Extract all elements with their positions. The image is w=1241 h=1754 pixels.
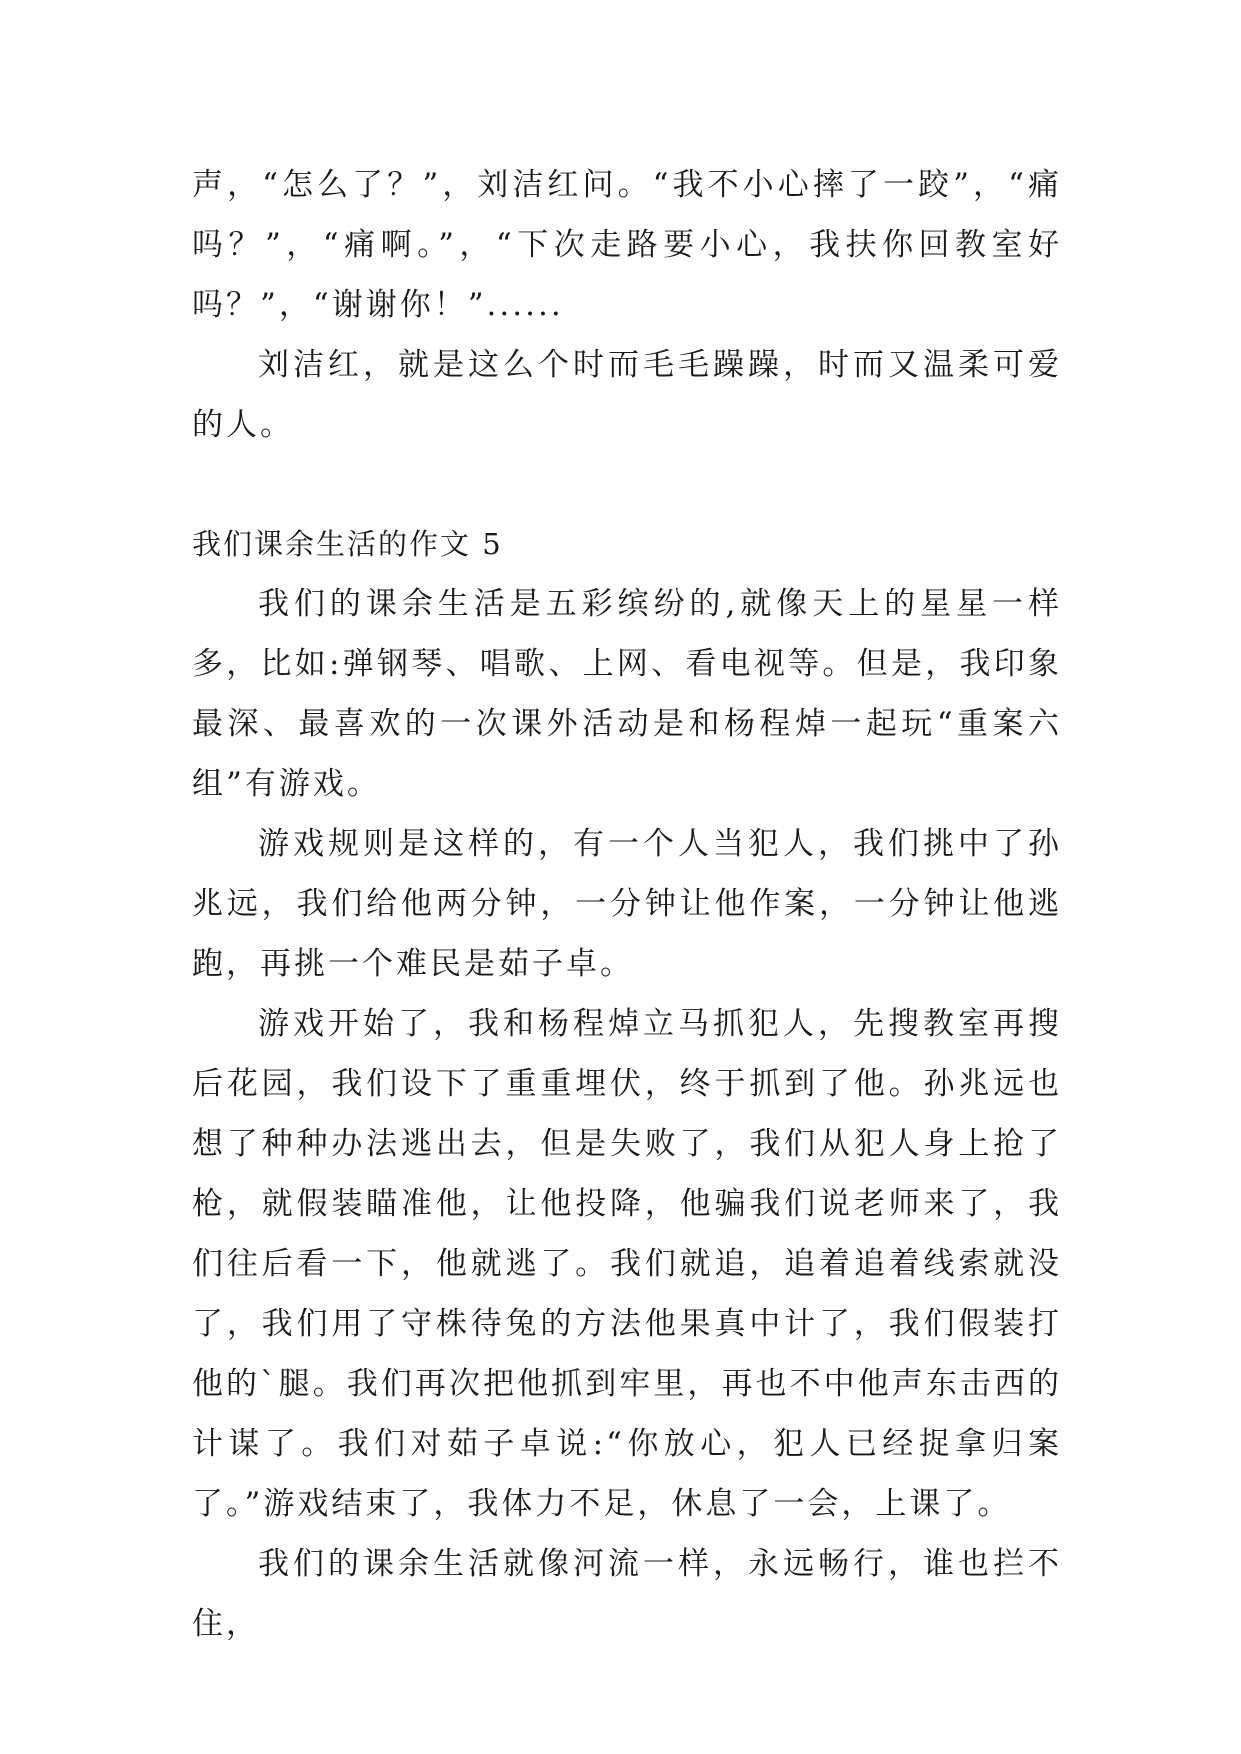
body-paragraph: 游戏规则是这样的，有一个人当犯人，我们挑中了孙兆远，我们给他两分钟，一分钟让他作案，一分钟让他逃跑，再挑一个难民是茹子卓。 [192, 826, 1062, 982]
closing-paragraph: 刘洁红，就是这么个时而毛毛躁躁，时而又温柔可爱的人。 [192, 347, 1062, 443]
continued-paragraph: 声，“怎么了？”，刘洁红问。“我不小心摔了一跤”，“痛吗？”，“痛啊。”，“下次走路要小心，我扶你回教室好吗？”，“谢谢你！”...... [192, 167, 1062, 323]
section-title: 我们课余生活的作文 5 [192, 527, 503, 561]
body-paragraph: 我们的课余生活就像河流一样，永远畅行，谁也拦不住， [192, 1546, 1062, 1642]
body-paragraph: 我们的课余生活是五彩缤纷的,就像天上的星星一样多，比如:弹钢琴、唱歌、上网、看电视等。但是，我印象最深、最喜欢的一次课外活动是和杨程焯一起玩“重案六组”有游戏。 [192, 586, 1062, 802]
body-paragraph: 游戏开始了，我和杨程焯立马抓犯人，先搜教室再搜后花园，我们设下了重重埋伏，终于抓到了他。孙兆远也想了种种办法逃出去，但是失败了，我们从犯人身上抢了枪，就假装瞄准他，让他投降，他骗我们说老师来了，我们往后看一下，他就逃了。我们就追，追着追着线索就没了，我们用了守株待兔的方法他果真中计了，我们假装打他的`腿。我们再次把他抓到牢里，再也不中他声东击西的计谋了。我们对茹子卓说:“你放心，犯人已经捉拿归案了。”游戏结束了，我体力不足，休息了一会，上课了。 [192, 1006, 1062, 1522]
document-body [192, 155, 1062, 1654]
